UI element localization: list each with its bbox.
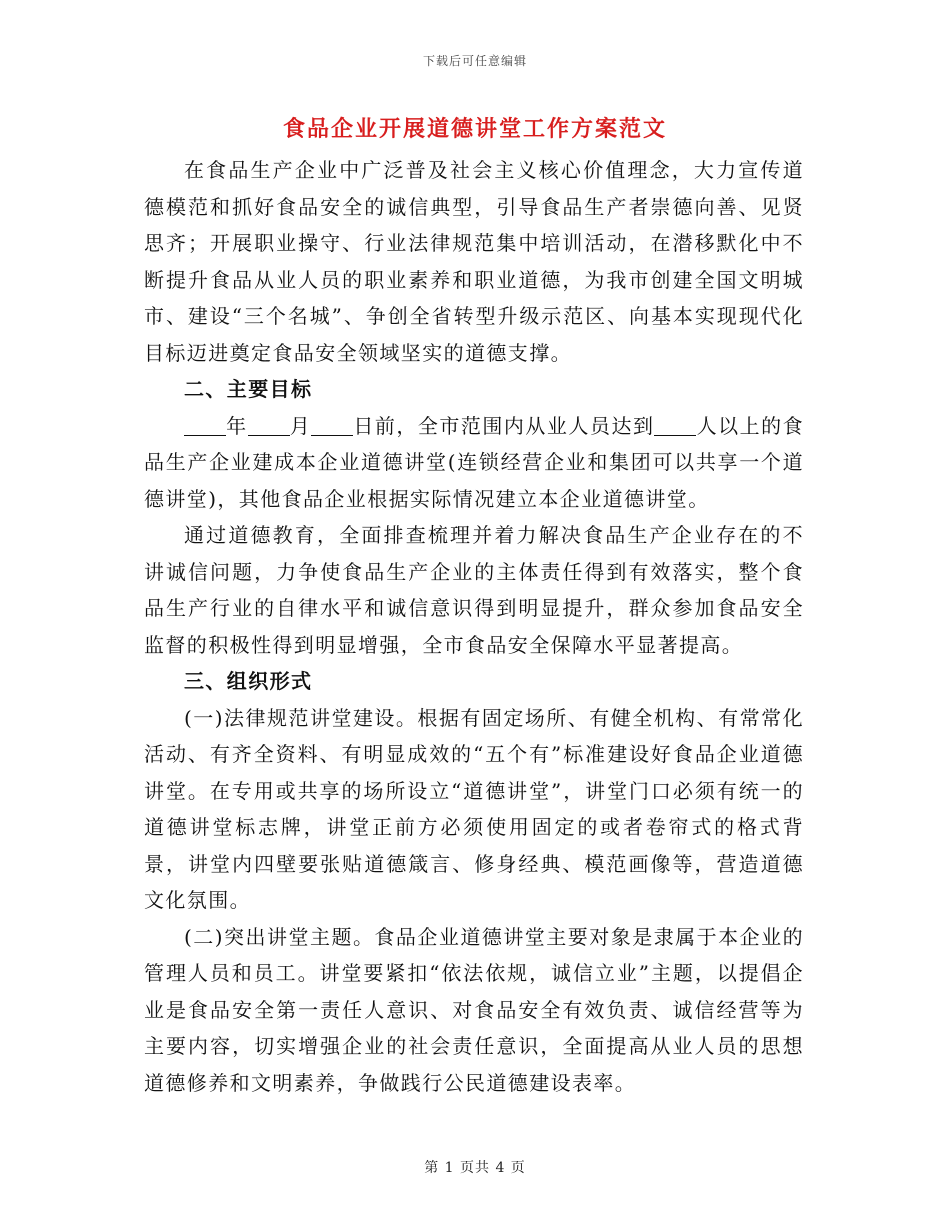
section-heading-organization: 三、组织形式 bbox=[184, 669, 313, 693]
document-body bbox=[144, 152, 804, 1101]
blank-line-year bbox=[184, 415, 226, 436]
organization-paragraph-1: (一)法律规范讲堂建设。根据有固定场所、有健全机构、有常常化活动、有齐全资料、有明显成效的“五个有”标准建设好食品企业道德讲堂。在专用或共享的场所设立“道德讲堂”，讲堂门口必须有统一的道德讲堂标志牌，讲堂正前方必须使用固定的或者卷帘式的格式背景，讲堂内四壁要张贴道德箴言、修身经典、模范画像等，营造道德文化氛围。 bbox=[144, 705, 804, 912]
intro-paragraph: 在食品生产企业中广泛普及社会主义核心价值理念，大力宣传道德模范和抓好食品安全的诚信典型，引导食品生产者崇德向善、见贤思齐；开展职业操守、行业法律规范集中培训活动，在潜移默化中不断提升食品从业人员的职业素养和职业道德，为我市创建全国文明城市、建设“三个名城”、争创全省转型升级示范区、向基本实现现代化目标迈进奠定食品安全领域坚实的道德支撑。 bbox=[144, 158, 804, 365]
goal-paragraph-2: 通过道德教育，全面排查梳理并着力解决食品生产企业存在的不讲诚信问题，力争使食品生产企业的主体责任得到有效落实，整个食品生产行业的自律水平和诚信意识得到明显提升，群众参加食品安全监督的积极性得到明显增强，全市食品安全保障水平显著提高。 bbox=[144, 523, 804, 657]
organization-paragraph-2: (二)突出讲堂主题。食品企业道德讲堂主要对象是隶属于本企业的管理人员和员工。讲堂要紧扣“依法依规，诚信立业”主题，以提倡企业是食品安全第一责任人意识、对食品安全有效负责、诚信经营等为主要内容，切实增强企业的社会责任意识，全面提高从业人员的思想道德修养和文明素养，争做践行公民道德建设表率。 bbox=[144, 924, 804, 1095]
blank-line-day bbox=[311, 415, 353, 436]
blank-line-month bbox=[248, 415, 290, 436]
goal-month-label: 月 bbox=[289, 413, 312, 438]
goal-paragraph-1 bbox=[144, 408, 804, 518]
goal-year-label: 年 bbox=[226, 413, 248, 438]
goal-rest-text: 人以上的食品生产企业建成本企业道德讲堂(连锁经营企业和集团可以共享一个道德讲堂)，其他食品企业根据实际情况建立本企业道德讲堂。 bbox=[144, 413, 805, 511]
page-header-note: 下载后可任意编辑 bbox=[422, 54, 527, 68]
document-title: 食品企业开展道德讲堂工作方案范文 bbox=[282, 116, 667, 142]
page-number-footer: 第 1 页共 4 页 bbox=[424, 1160, 526, 1176]
goal-day-text: 日前，全市范围内从业人员达到 bbox=[353, 413, 655, 438]
blank-line-count bbox=[654, 415, 696, 436]
section-heading-goals: 二、主要目标 bbox=[184, 377, 313, 401]
